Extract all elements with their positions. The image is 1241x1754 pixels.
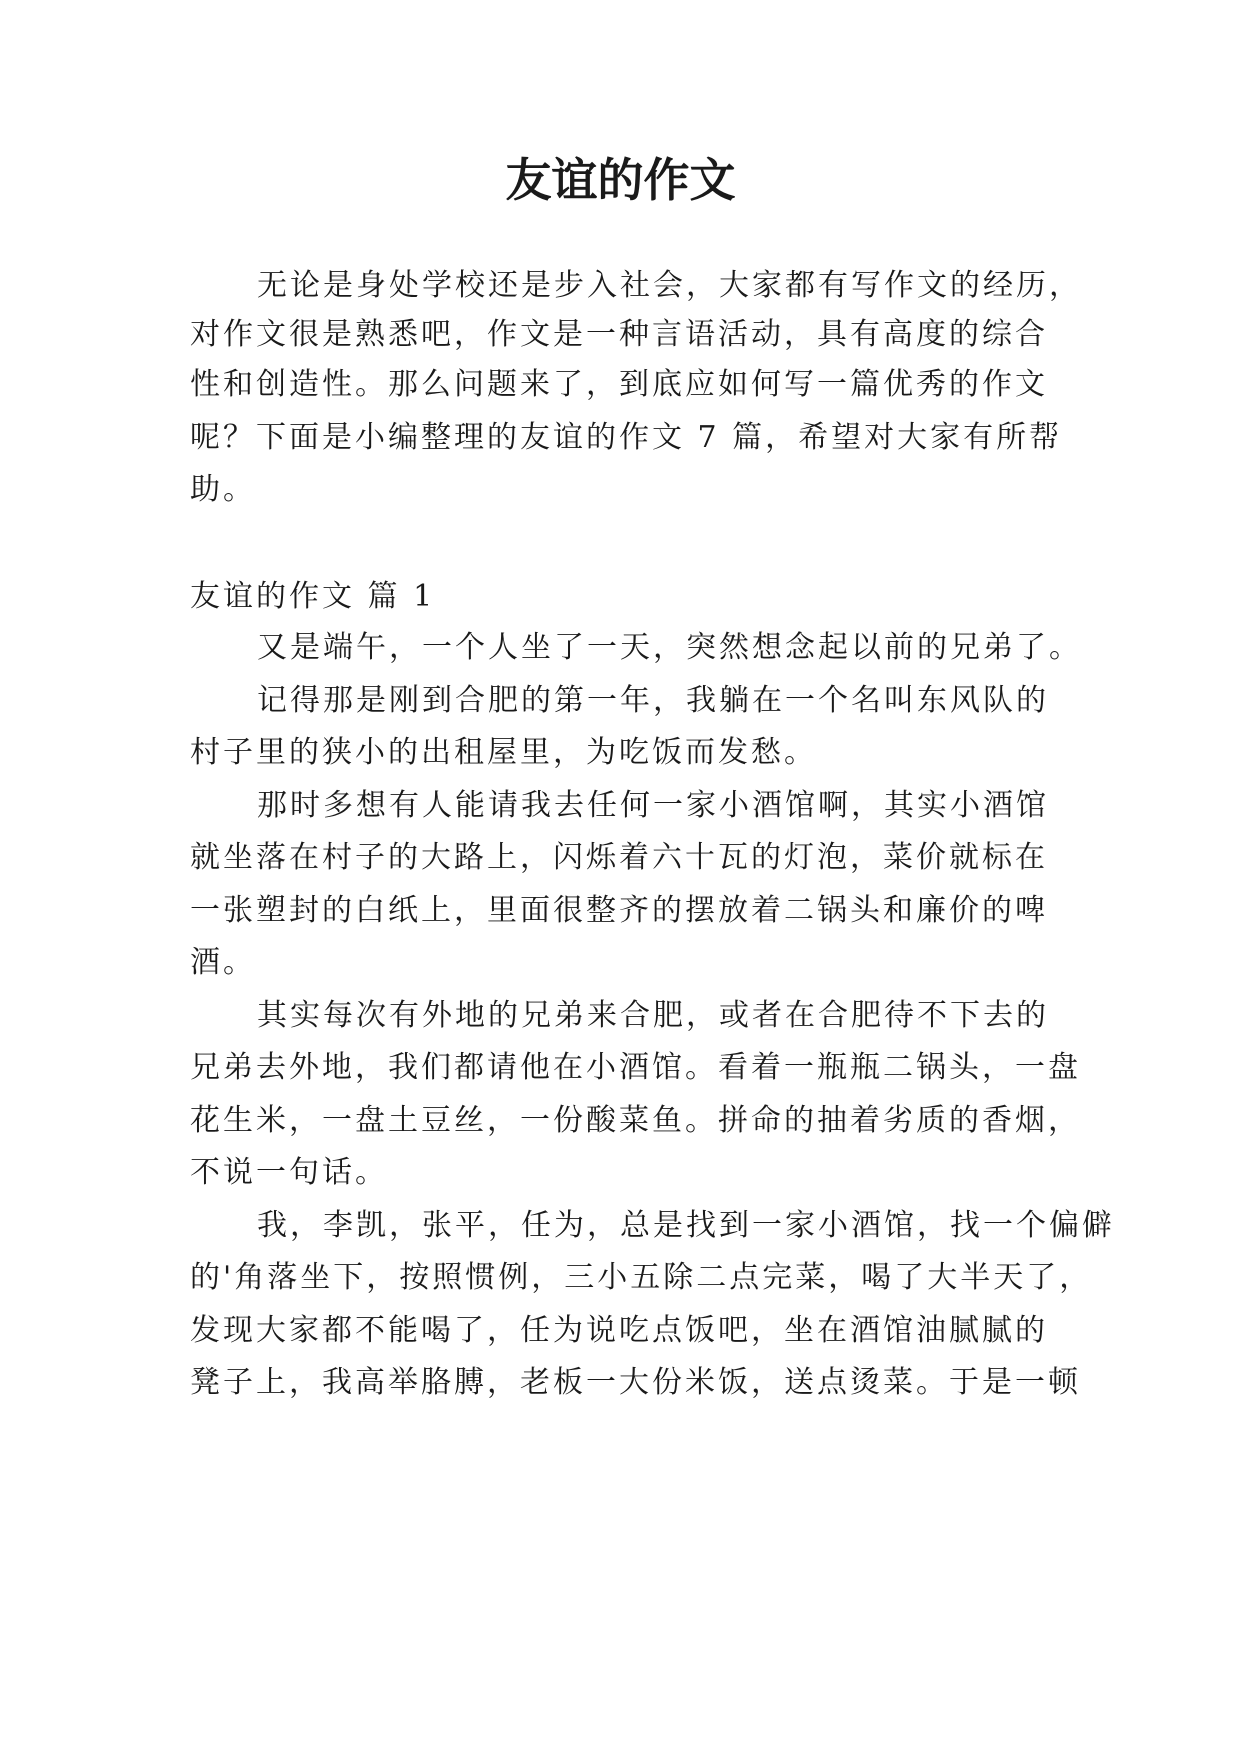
intro-line-5: 助。 (190, 472, 256, 507)
intro-line-1: 无论是身处学校还是步入社会，大家都有写作文的经历， (257, 268, 1082, 303)
intro-line-4: 呢？下面是小编整理的友谊的作文 7 篇，希望对大家有所帮 (190, 420, 1063, 455)
body-line-1: 又是端午，一个人坐了一天，突然想念起以前的兄弟了。 (257, 630, 1082, 665)
intro-line-3: 性和创造性。那么问题来了，到底应如何写一篇优秀的作文 (190, 367, 1048, 402)
body-line-15: 凳子上，我高举胳膊，老板一大份米饭，送点烫菜。于是一顿 (190, 1365, 1081, 1400)
intro-line-2: 对作文很是熟悉吧，作文是一种言语活动，具有高度的综合 (190, 317, 1048, 352)
body-line-3: 村子里的狭小的出租屋里，为吃饭而发愁。 (190, 735, 817, 770)
body-line-13: 的'角落坐下，按照惯例，三小五除二点完菜，喝了大半天了， (190, 1260, 1093, 1295)
body-line-2: 记得那是刚到合肥的第一年，我躺在一个名叫东风队的 (257, 683, 1049, 718)
body-line-6: 一张塑封的白纸上，里面很整齐的摆放着二锅头和廉价的啤 (190, 893, 1048, 928)
body-line-8: 其实每次有外地的兄弟来合肥，或者在合肥待不下去的 (257, 998, 1049, 1033)
body-line-12: 我，李凯，张平，任为，总是找到一家小酒馆，找一个偏僻 (257, 1208, 1115, 1243)
body-line-7: 酒。 (190, 945, 256, 980)
body-line-14: 发现大家都不能喝了，任为说吃点饭吧，坐在酒馆油腻腻的 (190, 1313, 1048, 1348)
body-line-10: 花生米，一盘土豆丝，一份酸菜鱼。拼命的抽着劣质的香烟， (190, 1103, 1081, 1138)
body-line-4: 那时多想有人能请我去任何一家小酒馆啊，其实小酒馆 (257, 788, 1049, 823)
section-heading: 友谊的作文 篇 1 (190, 579, 436, 614)
body-line-9: 兄弟去外地，我们都请他在小酒馆。看着一瓶瓶二锅头，一盘 (190, 1050, 1081, 1085)
body-line-11: 不说一句话。 (190, 1155, 388, 1190)
body-line-5: 就坐落在村子的大路上，闪烁着六十瓦的灯泡，菜价就标在 (190, 840, 1048, 875)
document-title: 友谊的作文 (505, 153, 736, 207)
